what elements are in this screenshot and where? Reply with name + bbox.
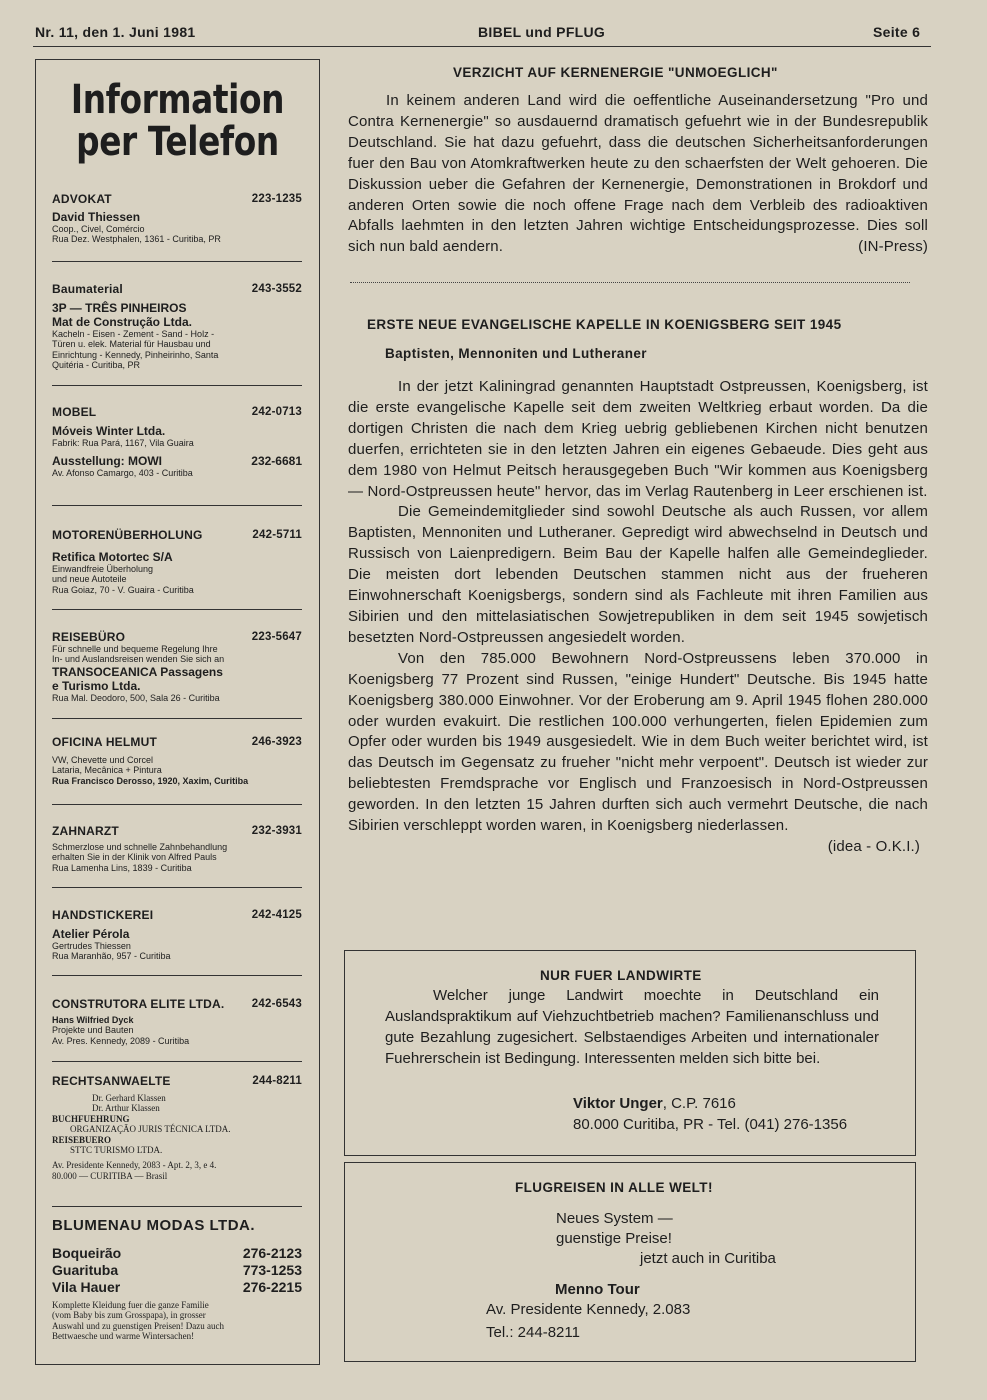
entry-rechtsanwaelte [52, 1074, 302, 1181]
entry-phone: 242-5711 [252, 529, 302, 541]
article1-body [348, 91, 928, 258]
page-number: Seite 6 [873, 24, 921, 40]
entry-motorenuberholung [52, 528, 302, 595]
entry-blumenau-modas [52, 1217, 302, 1342]
entry-line: 80.000 — CURITIBA — Brasil [52, 1170, 168, 1181]
entry-divider [52, 385, 302, 386]
contact-name: Viktor Unger [573, 1095, 663, 1112]
entry-reiseburo [52, 630, 302, 703]
blumenau-place: Vila Hauer [52, 1279, 121, 1295]
blumenau-place: Boqueirão [52, 1245, 122, 1261]
blumenau-place: Guarituba [52, 1262, 119, 1278]
entry-line: Einwandfreie Überholung [52, 564, 154, 574]
entry-divider [52, 975, 302, 976]
entry-line: Einrichtung - Kennedy, Pinheirinho, Santa [52, 349, 219, 360]
entry-line: Av. Presidente Kennedy, 2083 - Apt. 2, 3, e 4. [52, 1160, 217, 1171]
entry-divider [52, 718, 302, 719]
article2-subtitle: Baptisten, Mennoniten und Lutheraner [385, 346, 647, 361]
entry-line: Projekte und Bauten [52, 1025, 134, 1036]
blumenau-name: BLUMENAU MODAS LTDA. [52, 1217, 256, 1234]
entry-name: Mat de Construção Ltda. [52, 315, 193, 329]
entry-advokat [52, 192, 302, 245]
article2-paragraph: In der jetzt Kaliningrad genannten Hauptstadt Ostpreussen, Koenigsberg, ist die erste evangelische Kapelle seit dem zweiten Weltkrieg erbaut worden. Da die dortigen Christen die nach dem Krieg uebrig gebliebenen Kirchen nicht benutzen duerfen, errichteten sie in den letzten Jahren ein eigenes Gebaeude. Dies geht aus dem 1980 von Helmut Peitsch herausgegeben Buch "Wir kommen aus Koenigsberg — Nord-Ostpreussen heute" hervor, das im Verlag Rautenberg in Leer erschienen ist. [348, 378, 928, 500]
blumenau-line: Bettwaesche und warme Wintersachen! [52, 1331, 195, 1342]
article2-p3-text: Von den 785.000 Bewohnern Nord-Ostpreussens leben 370.000 in Koenigsberg 77 Prozent sind Russen, "einige Hundert" Deutsche. Bis 1945 hatte Koenigsberg 380.000 Einwohner. Vor der Eroberung am 9. April 1945 flohen 280.000 oder wurden evakuirt. Die restlichen 100.000 verhungerten, fielen Epidemien zum Opfer oder wurden bis 1949 ausgesiedelt. Wie in dem Buch weiter berichtet wird, ist das Deutsch im Gegensatz zu frueher "nicht mehr verpoent". Deutsch ist wieder zur beliebtesten Fremdsprache vor Englisch und Franzoesisch in Nord-Ostpreussen geworden. In den letzten 15 Jahren durften sich auch vermehrt Deutsche, die nach Sibirien verschleppt worden waren, in Koenigsberg niederlassen. [348, 649, 928, 835]
entry-line: Dr. Gerhard Klassen [92, 1093, 166, 1103]
ad-flugreisen-phone: Tel.: 244-8211 [486, 1324, 580, 1341]
entry-category: MOTORENÜBERHOLUNG [52, 528, 203, 542]
entry-line: Rua Lamenha Lins, 1839 - Curitiba [52, 862, 192, 873]
entry-category: ADVOKAT [52, 192, 112, 206]
ad-flugreisen-line: Neues System — [556, 1210, 673, 1227]
entry-divider [52, 261, 302, 262]
entry-divider [52, 505, 302, 506]
publication-name: BIBEL und PFLUG [478, 24, 606, 40]
ad-landwirte-title: NUR FUER LANDWIRTE [540, 968, 702, 983]
entry-divider [52, 1061, 302, 1062]
article2-source: (idea - O.K.I.) [827, 837, 920, 855]
entry-line: Türen u. elek. Material für Hausbau und [52, 339, 211, 350]
header-rule [33, 46, 931, 47]
entry-name: e Turismo Ltda. [52, 678, 141, 693]
entry-line: Kacheln - Eisen - Zement - Sand - Holz - [52, 329, 215, 339]
entry-line: und neue Autoteile [52, 574, 127, 585]
entry-construtora [52, 997, 302, 1046]
entry-phone: 242-4125 [251, 909, 302, 921]
entry-baumaterial [52, 282, 302, 371]
ad-landwirte-contact [573, 1093, 736, 1114]
entry-line: Gertrudes Thiessen [52, 941, 131, 951]
entry-line: Fabrik: Rua Pará, 1167, Vila Guaira [52, 438, 194, 448]
contact-cp: , C.P. 7616 [662, 1095, 736, 1112]
entry-category: CONSTRUTORA ELITE LTDA. [52, 997, 225, 1011]
ad-flugreisen-address: Av. Presidente Kennedy, 2.083 [486, 1301, 691, 1318]
entry-line: Für schnelle und bequeme Regelung Ihre [52, 644, 218, 654]
entry-line: STTC TURISMO LTDA. [70, 1145, 163, 1156]
entry-phone: 246-3923 [251, 736, 302, 748]
ad-flugreisen-title: FLUGREISEN IN ALLE WELT! [515, 1180, 713, 1195]
entry-line: Rua Maranhão, 957 - Curitiba [52, 951, 171, 962]
entry-phone: 223-5647 [251, 631, 302, 643]
entry-line: Quitéria - Curitiba, PR [52, 360, 141, 371]
entry-line: erhalten Sie in der Klinik von Alfred Pauls [52, 852, 217, 863]
ad-flugreisen-line: jetzt auch in Curitiba [640, 1250, 776, 1267]
entry-divider [52, 609, 302, 610]
article2-paragraph: Die Gemeindemitglieder sind sowohl Deutsche als auch Russen, vor allem Baptisten, Mennoniten und Lutheraner. Gepredigt wird abwechselnd in Deutsch und Russisch von Laienpredigern. Beim Bau der Kapelle halfen alle Gemeindeglieder. Die meisten dort lebenden Deutschen stammen nicht aus der frueheren Einwohnerschaft Koenigsbergs, sondern sind als Fachleute mit ihren Familien aus Sibirien und den mittelasiatischen Sowjetrepubliken in dem seit 1945 sowjetisch besetzten Nord-Ostpreussen angesiedelt worden. [348, 503, 928, 646]
directory-title-line1: Information [70, 77, 285, 123]
entry-line: REISEBUERO [52, 1134, 112, 1145]
entry-phone: 223-1235 [251, 193, 302, 205]
blumenau-line: Auswahl und zu guenstigen Preisen! Dazu auch [52, 1320, 224, 1331]
entry-phone: 232-6681 [251, 454, 302, 469]
entry-name: Atelier Pérola [52, 927, 130, 941]
entry-category: ZAHNARZT [52, 824, 119, 838]
entry-handstickerei [52, 908, 302, 962]
article1-source: (IN-Press) [858, 238, 928, 256]
entry-sub-label: Ausstellung: MOWI [52, 454, 162, 469]
entry-category: RECHTSANWAELTE [52, 1074, 171, 1088]
entry-divider [52, 804, 302, 805]
entry-line: VW, Chevette und Corcel [52, 755, 154, 765]
entry-line: Dr. Arthur Klassen [92, 1103, 160, 1114]
entry-name: 3P — TRÊS PINHEIROS [52, 301, 187, 315]
entry-name: Móveis Winter Ltda. [52, 424, 166, 438]
article1-title: VERZICHT AUF KERNENERGIE "UNMOEGLICH" [453, 65, 778, 80]
entry-line: In- und Auslandsreisen wenden Sie sich an [52, 654, 225, 665]
entry-line: Rua Dez. Westphalen, 1361 - Curitiba, PR [52, 234, 221, 245]
entry-line: Rua Mal. Deodoro, 500, Sala 26 - Curitiba [52, 692, 220, 703]
ad-flugreisen-line: guenstige Preise! [556, 1230, 672, 1247]
entry-zahnarzt [52, 824, 302, 873]
entry-line: Av. Afonso Camargo, 403 - Curitiba [52, 468, 193, 479]
directory-title-line2: per Telefon [76, 119, 279, 165]
entry-divider [52, 1206, 302, 1207]
entry-name: David Thiessen [52, 210, 141, 224]
article-divider-dots [350, 282, 910, 283]
entry-line: Rua Francisco Derosso, 1920, Xaxim, Curitiba [52, 775, 249, 786]
ad-flugreisen-company: Menno Tour [555, 1281, 640, 1298]
entry-line: Rua Goiaz, 70 - V. Guaira - Curitiba [52, 584, 194, 595]
entry-line: ORGANIZAÇÃO JURIS TÉCNICA LTDA. [70, 1124, 231, 1135]
entry-name: TRANSOCEANICA Passagens [52, 664, 223, 679]
issue-date: Nr. 11, den 1. Juni 1981 [35, 24, 196, 40]
blumenau-line: Komplette Kleidung fuer die ganze Familie [52, 1300, 209, 1310]
entry-line: BUCHFUEHRUNG [52, 1113, 130, 1124]
entry-line: Hans Wilfried Dyck [52, 1015, 134, 1025]
ad-landwirte-text: Welcher junge Landwirt moechte in Deutschland ein Auslandspraktikum auf Viehzuchtbetrieb machen? Familienanschluss und gute Bezahlung zugesichert. Selbstaendiges Arbeiten und internationaler Fuehrerschein ist Bedingung. Interessenten melden sich bitte bei. [385, 987, 879, 1067]
blumenau-phone: 276-2215 [242, 1279, 302, 1295]
entry-divider [52, 887, 302, 888]
entry-mobel [52, 405, 302, 479]
entry-line: Lataria, Mecânica + Pintura [52, 765, 162, 776]
contact-address: 80.000 Curitiba, PR - Tel. (041) 276-1356 [573, 1116, 848, 1133]
entry-category: HANDSTICKEREI [52, 908, 154, 922]
blumenau-line: (vom Baby bis zum Grosspapa), in grosser [52, 1310, 206, 1321]
entry-category: MOBEL [52, 405, 97, 419]
article2-body [348, 377, 928, 858]
entry-name: Retifica Motortec S/A [52, 550, 173, 564]
blumenau-phone: 773-1253 [242, 1262, 302, 1278]
article2-title: ERSTE NEUE EVANGELISCHE KAPELLE IN KOENIGSBERG SEIT 1945 [367, 317, 842, 332]
entry-phone: 243-3552 [251, 283, 302, 295]
entry-line: Av. Pres. Kennedy, 2089 - Curitiba [52, 1035, 190, 1046]
article2-paragraph [348, 649, 928, 855]
entry-phone: 242-0713 [251, 406, 302, 418]
entry-category: REISEBÜRO [52, 630, 126, 644]
blumenau-phone: 276-2123 [242, 1245, 302, 1261]
entry-line: Coop., Civel, Comércio [52, 224, 145, 234]
entry-category: Baumaterial [52, 282, 123, 296]
entry-phone: 242-6543 [251, 998, 302, 1010]
entry-oficina-helmut [52, 735, 302, 786]
entry-phone: 232-3931 [251, 825, 302, 837]
entry-line: Schmerzlose und schnelle Zahnbehandlung [52, 842, 228, 852]
article1-text: In keinem anderen Land wird die oeffentliche Auseinandersetzung "Pro und Contra Kernenergie" so ausdauernd dramatisch gefuehrt wie in der Bundesrepublik Deutschland. Sie hat dazu gefuehrt, dass die deutschen Sicherheitsanforderungen fuer den Bau von Atomkraftwerken heute zu den schaerfsten der Welt gehoeren. Die Diskussion ueber die Gefahren der Kernenergie, Demonstrationen in Brokdorf und anderen Orten sowie die noch offene Frage nach dem Verbleib des radioaktiven Abfalls laehmten in den letzten Jahren wichtige Entscheidungsprozesse. Dies soll sich nun bald aendern. [348, 92, 928, 256]
entry-phone: 244-8211 [252, 1075, 302, 1087]
entry-category: OFICINA HELMUT [52, 735, 158, 749]
